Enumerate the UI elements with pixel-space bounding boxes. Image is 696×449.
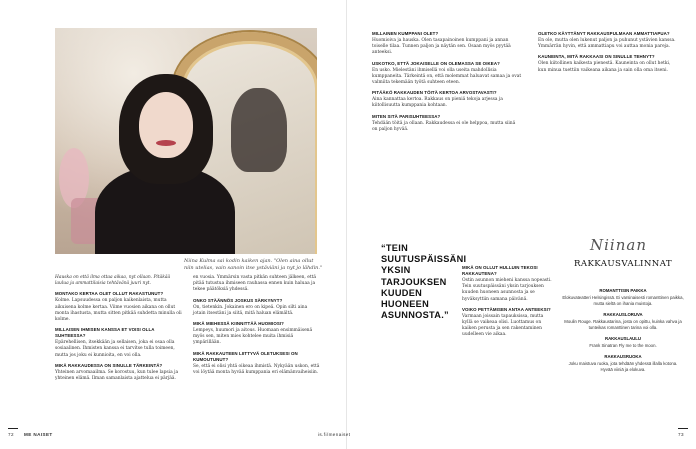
right-col-1 — [372, 28, 522, 137]
question-heading: KAUNEINTA, MITÄ RAKKAASI ON SINULLE TEHNYT? — [538, 54, 655, 60]
page-number-right: 73 — [678, 432, 684, 437]
question-heading: MIKÄ RAKKAUDESSA ON SINULLE TÄRKEINTÄ? — [55, 362, 163, 368]
question-heading: MITEN SITÄ PARISUHTEESSA? — [372, 113, 441, 119]
question-heading: ONKO STÄÄNNÖS JOSKUS SÄRKYNYT? — [193, 297, 283, 303]
question-heading: PITÄÄKÖ RAKKAUDEN TÖITÄ KERTOA ARVOSTAVASTI? — [372, 90, 497, 96]
sidebar-text: Frank Sinatran Fly me to the moon. — [589, 343, 657, 348]
website-url: is.fi/menaiset — [318, 432, 351, 437]
sidebar-heading: ROMANTTISIN PAIKKA — [599, 288, 647, 293]
magazine-name: ME NAISET — [24, 432, 53, 437]
sidebar-box — [562, 283, 684, 373]
question-heading: VOIKO PETTÄMISEN ANTAA ANTEEKSI? — [462, 306, 551, 312]
answer-text: Yhteinen arvomaailma. Se korostuu, kun tulee lapsia ja yhteinen elämä. Ilman samanlaista ajattelua ei pärjää. — [55, 369, 179, 382]
question-heading: OLETKO KÄYTTÄNYT RAKKAUSPULMAAN AMMATTIAPUA? — [538, 31, 670, 36]
answer-text: Epärehellisen, itsekkään ja sellaisen, joka ei osaa olla sosiaalinen. Ihmisten kanssa ei tarvitse tulla toimeen, mutta jos joku ei kunnioita, en voi olla. — [55, 340, 175, 358]
sidebar-heading: RAKKAUSLORUVA — [603, 312, 643, 317]
question-heading: MONTAKO KERTAA OLET OLLUT RAKASTUNUT? — [55, 291, 164, 297]
sidebar-script-title: Niinan — [590, 236, 647, 254]
sidebar-heading: RAKKAUSLAULU — [604, 336, 642, 341]
answer-text: Ostin asunnon mieheni kanssa nopeasti. Tein suutuspäissäni yksin tarjouksen kuuden huoneen asunnosta ja se hyväksyttiin samana päivänä. — [462, 278, 552, 302]
answer-text: Aina kannattaa kertoa. Rakkaus on pieniä tekoja arjessa ja kiitollisuutta kumppania kohtaan. — [372, 97, 503, 109]
right-col-1b — [462, 262, 552, 343]
portrait-lips — [156, 140, 176, 146]
left-col-1 — [55, 275, 183, 386]
answer-text: Varmaan joissain tapauksissa, mutta kyllä se vaikeaa olisi. Luottamus on kaiken perusta ja sen rakentaminen uudelleen vie aikaa. — [462, 313, 544, 338]
sidebar-text: Elokuvateatteri Helsingissä. Ei varsinaisesti romanttinen paikka, mutta sieltä on ihania muistoja. — [562, 295, 684, 306]
answer-text: On, tietenkin. Jokainen ero on kipeä. Opin silti aina jotain itsestäni ja siitä, mitä haluan elämältä. — [193, 304, 308, 316]
answer-text: en vuosia. Ymmärsin vasta pitkän suhteen jälkeen, että pitää tutustua ihmiseen rauhassa ennen kuin haluaa ja tekee päätöksiä yhdessä. — [193, 275, 316, 293]
answer-text: En usko. Mielestäni ihmisellä voi olla useita mahdollisia kumppaneita. Tärkeintä on, että molemmat haluavat samaa ja ovat valmiita tekemään työtä suhteen eteen. — [372, 67, 522, 86]
pull-quote: “TEIN SUUTUSPÄISSÄNI YKSIN TARJOUKSEN KUUDEN HUONEEN ASUNNOSTA.” — [381, 243, 467, 321]
spread-divider — [346, 0, 347, 449]
question-heading: MIKÄ RAKKAUTEEN LIITTYVÄ OLETUKSESI ON KUMOUTUNUT? — [193, 350, 298, 362]
right-col-2 — [538, 28, 678, 78]
sidebar-text: Joku maistuva ruoka, jota tehdään yhdessä illalla kotona. Hyvää viiniä ja elokuva. — [568, 361, 678, 372]
portrait-face — [139, 92, 193, 158]
answer-text: Tehdään töitä ja ollaan. Rakkaudessa ei ole helppoa, mutta siinä on paljon hyvää. — [372, 120, 516, 132]
sidebar-title: RAKKAUSVALINNAT — [574, 259, 672, 269]
footer-rule — [8, 428, 18, 429]
question-heading: USKOTKO, ETTÄ JOKAISELLE ON OLEMASSA SE OIKEA? — [372, 60, 500, 66]
answer-text: Kolme. Lapsuudessa on paljon kaikenlaista, mutta aikuisena kolme kertaa. Viime vuosien aikana on ollut monta ihastusta, mutta sitten pitkää suhdetta minulla oli kolme. — [55, 298, 182, 323]
sidebar-text: Moulin Rouge. Rakkaustarina, josta on opittu, kuinka vahva ja tunteikas romanttinen tarina voi olla. — [564, 319, 682, 330]
answer-text: Se, että ei olisi yhtä oikeaa ihmistä. Nykyään uskon, että voi löytää monta hyvää kumppania eri elämänvaiheisiin. — [193, 363, 320, 375]
question-heading: MILLAISEN IHMISEN KANSSA ET VOISI OLLA SUHTEESSA? — [55, 327, 155, 339]
answer-text: Lempeys, huumori ja aitous. Huomaan ensimmäisenä myös sen, miten mies kohtelee muita ihmisiä ympärillään. — [193, 328, 313, 346]
photo-caption: Niina Kulma sai kodin kaiken ajan. "Olen aina ollut niin utelias, vain sanoin itse ystäviäni ja nyt jo lähdin." — [184, 258, 323, 271]
answer-text: Huomioiva ja hauska. Olen tasapainoinen kumppani ja annan toiselle tilaa. Tunnen paljon ja näytän sen. Osaan myös pyytää anteeksi. — [372, 38, 511, 56]
question-heading: MIKÄ MIEHESSÄ KIINNITTÄÄ HUOMIOSI? — [193, 321, 284, 327]
question-heading: MILLAINEN KUMPPANI OLET? — [372, 31, 439, 36]
portrait-photo — [55, 28, 317, 254]
question-heading: MIKÄ ON OLLUT HULLUIN TEKOSI RAKKAUTENA? — [462, 265, 538, 276]
answer-text: En ole, mutta olen lukenut paljon ja puhunut ystävien kanssa. Ymmärrän hyvin, että ammattiapu voi auttaa monia pareja. — [538, 38, 676, 50]
answer-text: Olen kiitollinen kaikesta pienestä. Kauneinta on ollut hetki, kun minua tuettiin vaikeana aikana ja sain olla oma itseni. — [538, 61, 671, 73]
page-number-left: 72 — [8, 432, 14, 437]
sidebar-heading: RAKKAUSRUOKA — [604, 354, 642, 359]
left-col-2 — [193, 275, 321, 380]
footer-rule — [678, 428, 688, 429]
mirror-reflection — [231, 88, 287, 172]
intro-text: Hauska on että ilma ottaa aikaa, nyt ollaan. Pitäkää laulua ja ammattilaisia tehtävänä juuri nyt. — [55, 275, 171, 287]
